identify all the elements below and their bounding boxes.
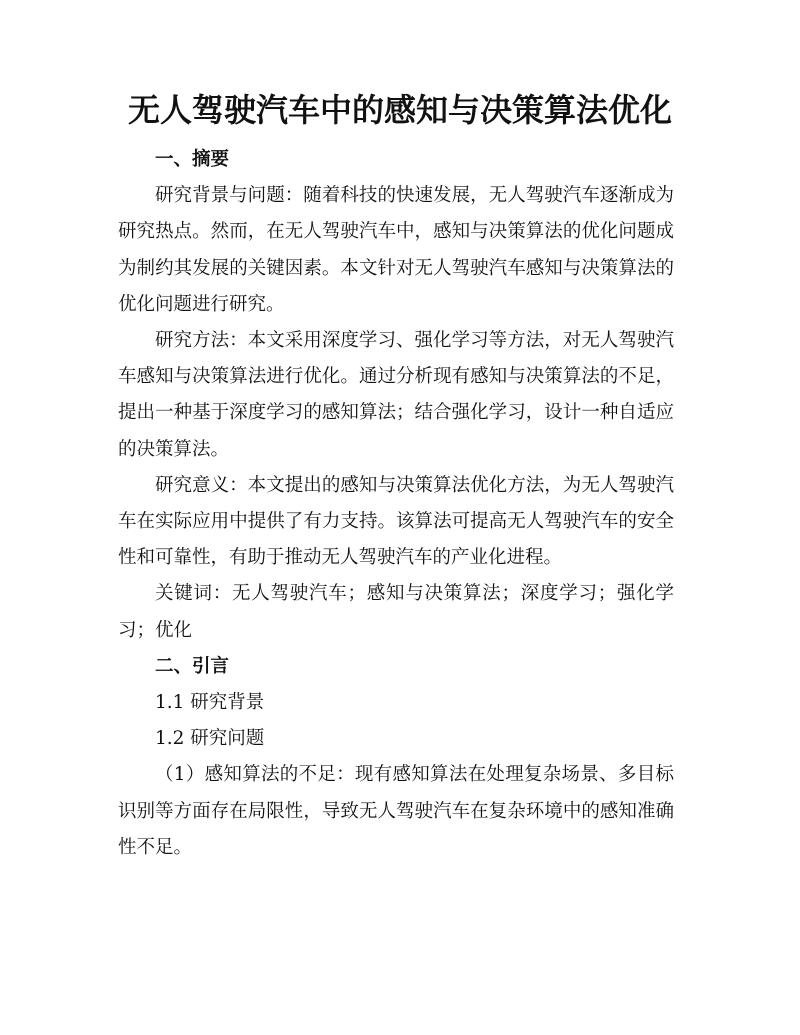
keywords-paragraph: 关键词：无人驾驶汽车；感知与决策算法；深度学习；强化学习；优化 <box>118 583 674 641</box>
abstract-background-paragraph: 研究背景与问题：随着科技的快速发展，无人驾驶汽车逐渐成为研究热点。然而，在无人驾驶汽车中，感知与决策算法的优化问题成为制约其发展的关键因素。本文针对无人驾驶汽车感知与决策算法的优化问题进行研究。 <box>118 185 674 315</box>
abstract-method-paragraph: 研究方法：本文采用深度学习、强化学习等方法，对无人驾驶汽车感知与决策算法进行优化。通过分析现有感知与决策算法的不足，提出一种基于深度学习的感知算法；结合强化学习，设计一种自适应的决策算法。 <box>118 330 674 460</box>
introduction-heading: 二、引言 <box>155 655 230 677</box>
subsection-research-background: 1.1 研究背景 <box>155 692 265 714</box>
perception-algorithm-point: （1）感知算法的不足：现有感知算法在处理复杂场景、多目标识别等方面存在局限性，导致无人驾驶汽车在复杂环境中的感知准确性不足。 <box>118 764 674 858</box>
subsection-research-problem: 1.2 研究问题 <box>155 728 265 750</box>
abstract-heading: 一、摘要 <box>155 149 230 170</box>
document-title: 无人驾驶汽车中的感知与决策算法优化 <box>127 91 672 129</box>
abstract-significance-paragraph: 研究意义：本文提出的感知与决策算法优化方法，为无人驾驶汽车在实际应用中提供了有力支持。该算法可提高无人驾驶汽车的安全性和可靠性，有助于推动无人驾驶汽车的产业化进程。 <box>118 474 674 569</box>
document-body <box>118 142 674 866</box>
